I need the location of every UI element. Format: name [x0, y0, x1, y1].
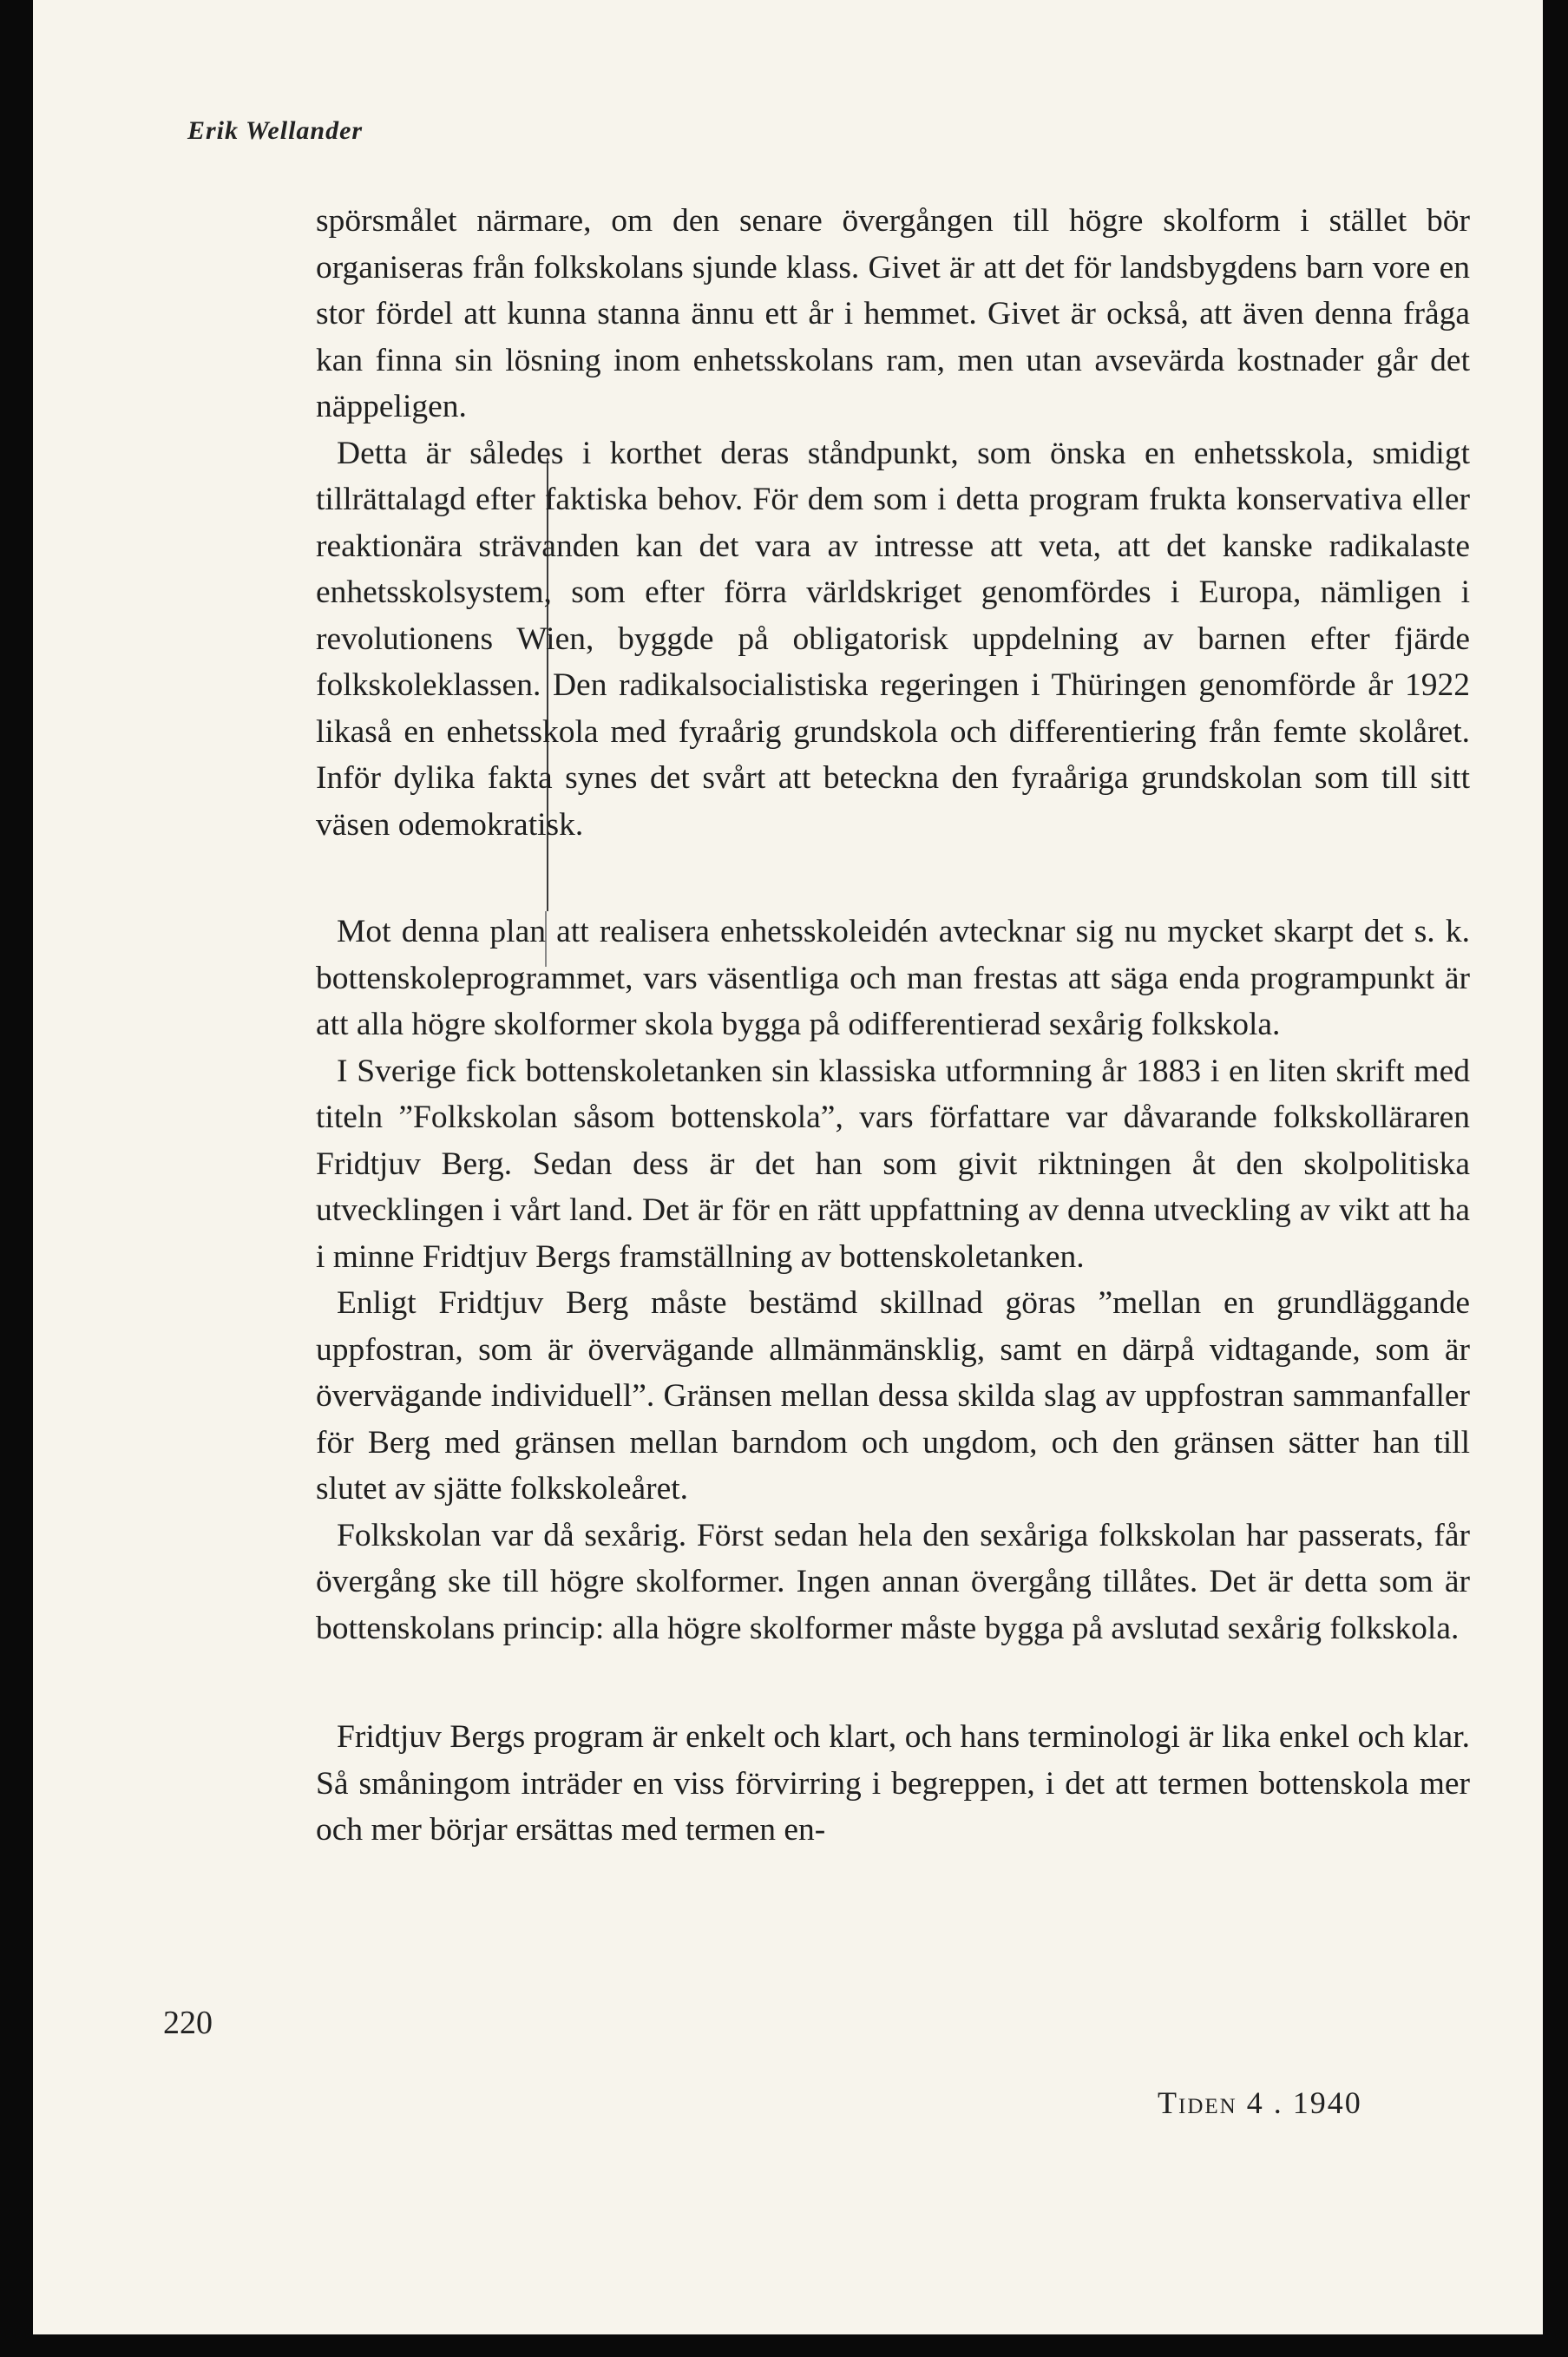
document-page [33, 0, 1543, 2334]
body-text [316, 198, 1470, 1854]
paragraph: Fridtjuv Bergs program är enkelt och klart, och hans terminologi är lika enkel och klar. Så småningom inträder en viss förvirring i begreppen, i det att termen bottenskola mer och mer börjar ersättas med termen en- [316, 1719, 1470, 1848]
footer-citation [1158, 2085, 1362, 2121]
page-number: 220 [163, 2005, 213, 2041]
paragraph: Detta är således i korthet deras ståndpunkt, som önska en enhetsskola, smidigt tillrättalagd efter faktiska behov. För dem som i detta program frukta konservativa eller reaktionära strävanden kan det vara av intresse att veta, att det kanske radikalaste enhetsskolsystem, som efter förra världskriget genomfördes i Europa, nämligen i revolutionens Wien, byggde på obligatorisk uppdelning av barnen efter fjärde folkskoleklassen. Den radikalsocialistiska regeringen i Thüringen genomförde år 1922 likaså en enhetsskola med fyraårig grundskola och differentiering från femte skolåret. Inför dylika fakta synes det svårt att beteckna den fyraåriga grundskolan som till sitt väsen odemokratisk. [316, 435, 1470, 843]
footer-journal: Tiden [1158, 2085, 1237, 2120]
running-header-author: Erik Wellander [187, 116, 364, 145]
paragraph: Enligt Fridtjuv Berg måste bestämd skillnad göras ”mellan en grundläggande uppfostran, som är övervägande allmänmänsklig, samt en därpå vidtagande, som är övervägande individuell”. Gränsen mellan dessa skilda slag av uppfostran sammanfaller för Berg med gränsen mellan barndom och ungdom, och den gränsen sätter han till slutet av sjätte folkskoleåret. [316, 1285, 1470, 1507]
section-break [316, 1651, 1470, 1714]
paragraph: I Sverige fick bottenskoletanken sin klassiska utformning år 1883 i en liten skrift med titeln ”Folkskolan såsom bottenskola”, vars författare var dåvarande folkskolläraren Fridtjuv Berg. Sedan dess är det han som givit riktningen åt den skolpolitiska utvecklingen i vårt land. Det är för en rätt uppfattning av denna utveckling av vikt att ha i minne Fridtjuv Bergs framställning av bottenskoletanken. [316, 1053, 1470, 1275]
paragraph: Mot denna plan att realisera enhetsskoleidén avtecknar sig nu mycket skarpt det s. k. bottenskoleprogrammet, vars väsentliga och man frestas att säga enda programpunkt är att alla högre skolformer skola bygga på odifferentierad sexårig folkskola. [316, 914, 1470, 1042]
section-break [316, 848, 1470, 909]
footer-issue: 4 . 1940 [1246, 2085, 1362, 2120]
paragraph: spörsmålet närmare, om den senare övergången till högre skolform i stället bör organiseras från folkskolans sjunde klass. Givet är att det för landsbygdens barn vore en stor fördel att kunna stanna ännu ett år i hemmet. Givet är också, att även denna fråga kan finna sin lösning inom enhetsskolans ram, men utan avsevärda kostnader går det näppeligen. [316, 203, 1470, 424]
paragraph: Folkskolan var då sexårig. Först sedan hela den sexåriga folkskolan har passerats, får övergång ske till högre skolformer. Ingen annan övergång tillåtes. Det är detta som är bottenskolans princip: alla högre skolformer måste bygga på avslutad sexårig folkskola. [316, 1517, 1470, 1646]
